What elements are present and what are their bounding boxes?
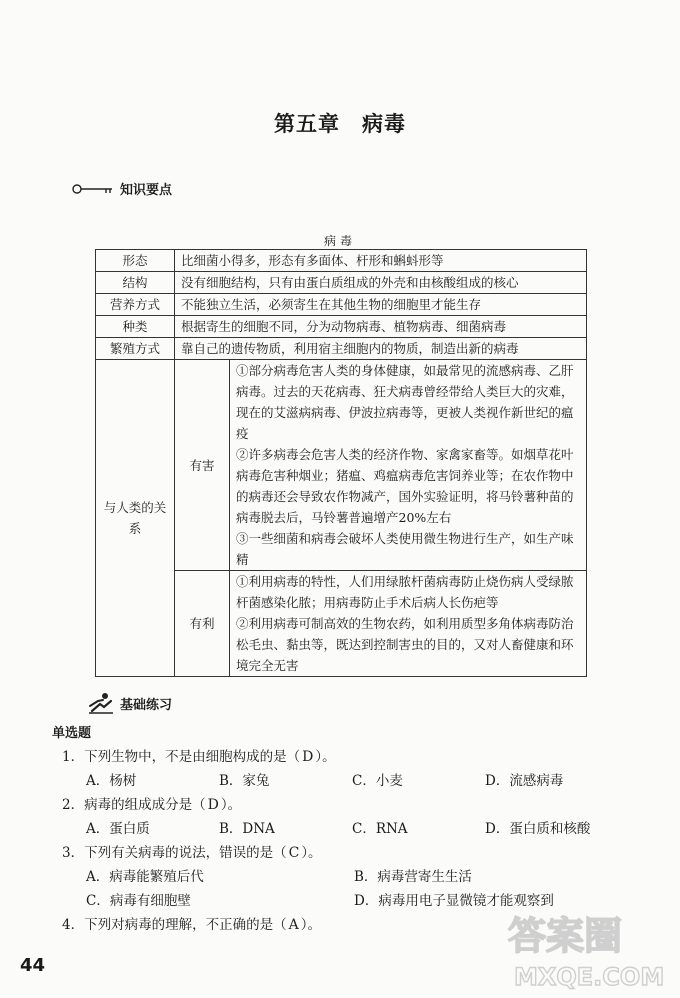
harmful-item: ③一些细菌和病毒会破坏人类使用微生物进行生产，如生产味精 — [236, 531, 574, 567]
question-stem-end: ）。 — [300, 917, 321, 933]
option: C．病毒有细胞壁 — [86, 893, 191, 909]
chapter-title: 第五章 病毒 — [274, 111, 406, 136]
row-label: 繁殖方式 — [96, 338, 175, 360]
watermark-text: 答案圈 — [508, 914, 623, 958]
question-stem: 3．下列有关病毒的说法，错误的是（ — [62, 845, 287, 861]
question-3 — [62, 841, 652, 865]
row-text: 靠自己的遗传物质，利用宿主细胞内的物质，制造出新的病毒 — [175, 338, 587, 360]
question-stem-end: ）。 — [315, 749, 336, 765]
row-text: 不能独立生活，必须寄生在其他生物的细胞里才能生存 — [175, 294, 587, 316]
option: B．DNA — [219, 821, 275, 837]
harmful-cell — [230, 360, 587, 571]
table-row — [96, 250, 587, 272]
row-text: 没有细胞结构，只有由蛋白质组成的外壳和由核酸组成的核心 — [175, 272, 587, 294]
row-text: 比细菌小得多，形态有多面体、杆形和蝌蚪形等 — [175, 250, 587, 272]
key-points-heading — [72, 179, 172, 198]
option: C．小麦 — [352, 773, 403, 789]
row-label: 结构 — [96, 272, 175, 294]
answer: A — [288, 917, 299, 933]
question-1 — [62, 745, 652, 769]
question-stem-end: ）。 — [220, 797, 242, 813]
option: A．病毒能繁殖后代 — [86, 869, 204, 885]
option: D．病毒用电子显微镜才能观察到 — [354, 893, 554, 909]
page-number: 44 — [20, 955, 46, 976]
harmful-label: 有害 — [175, 360, 230, 571]
practice-heading — [88, 692, 172, 714]
table-row — [96, 294, 587, 316]
key-icon — [72, 183, 114, 195]
answer: D — [207, 797, 219, 813]
answer: C — [288, 845, 300, 861]
beneficial-cell — [230, 571, 587, 677]
table-row — [96, 272, 587, 294]
watermark-url: MXQE.COM — [514, 963, 665, 991]
virus-info-table — [95, 249, 587, 677]
options-3a — [86, 865, 652, 889]
beneficial-item: ①利用病毒的特性，人们用绿脓杆菌病毒防止烧伤病人受绿脓杆菌感染化脓；用病毒防止手术后病人长伤疤等 — [236, 574, 574, 610]
option: B．家兔 — [219, 773, 270, 789]
table-caption: 病毒 — [323, 234, 356, 248]
relation-label: 与人类的关系 — [96, 360, 175, 677]
option: D．蛋白质和核酸 — [485, 821, 591, 837]
practice-label: 基础练习 — [120, 697, 173, 713]
options-1 — [86, 769, 652, 793]
question-stem-end: ）。 — [301, 845, 322, 861]
question-type: 单选题 — [52, 726, 92, 741]
question-stem: 2．病毒的组成成分是（ — [62, 797, 206, 813]
option: A．蛋白质 — [86, 821, 150, 837]
harmful-item: ①部分病毒危害人类的身体健康，如最常见的流感病毒、乙肝病毒。过去的天花病毒、狂犬病毒曾经带给人类巨大的灾难，现在的艾滋病病毒、伊波拉病毒等，更被人类视作新世纪的瘟疫 — [236, 363, 574, 441]
table-row — [96, 316, 587, 338]
row-label: 种类 — [96, 316, 175, 338]
question-stem: 1．下列生物中，不是由细胞构成的是（ — [62, 749, 301, 765]
row-label: 营养方式 — [96, 294, 175, 316]
row-label: 形态 — [96, 250, 175, 272]
table-row — [96, 338, 587, 360]
option: C．RNA — [352, 821, 408, 837]
beneficial-item: ②利用病毒可制高效的生物农药，如利用质型多角体病毒防治松毛虫、黏虫等，既达到控制害虫的目的，又对人畜健康和环境完全无害 — [236, 616, 574, 673]
options-2 — [86, 817, 652, 841]
beneficial-label: 有利 — [175, 571, 230, 677]
running-person-icon — [88, 692, 114, 714]
answer: D — [302, 749, 314, 765]
option: D．流感病毒 — [485, 773, 564, 789]
harmful-item: ②许多病毒会危害人类的经济作物、家禽家畜等。如烟草花叶病毒危害种烟业；猪瘟、鸡瘟病毒危害饲养业等；在农作物中的病毒还会导致农作物减产，国外实验证明，将马铃薯种苗的病毒脱去后，马铃薯普遍增产20%左右 — [236, 447, 574, 525]
watermark-logo — [502, 905, 672, 993]
option: B．病毒营寄生生活 — [354, 869, 472, 885]
question-2 — [62, 793, 652, 817]
option: A．杨树 — [86, 773, 137, 789]
key-points-label: 知识要点 — [120, 183, 173, 198]
question-stem: 4．下列对病毒的理解，不正确的是（ — [62, 917, 287, 933]
table-row — [96, 360, 587, 571]
row-text: 根据寄生的细胞不同，分为动物病毒、植物病毒、细菌病毒 — [175, 316, 587, 338]
